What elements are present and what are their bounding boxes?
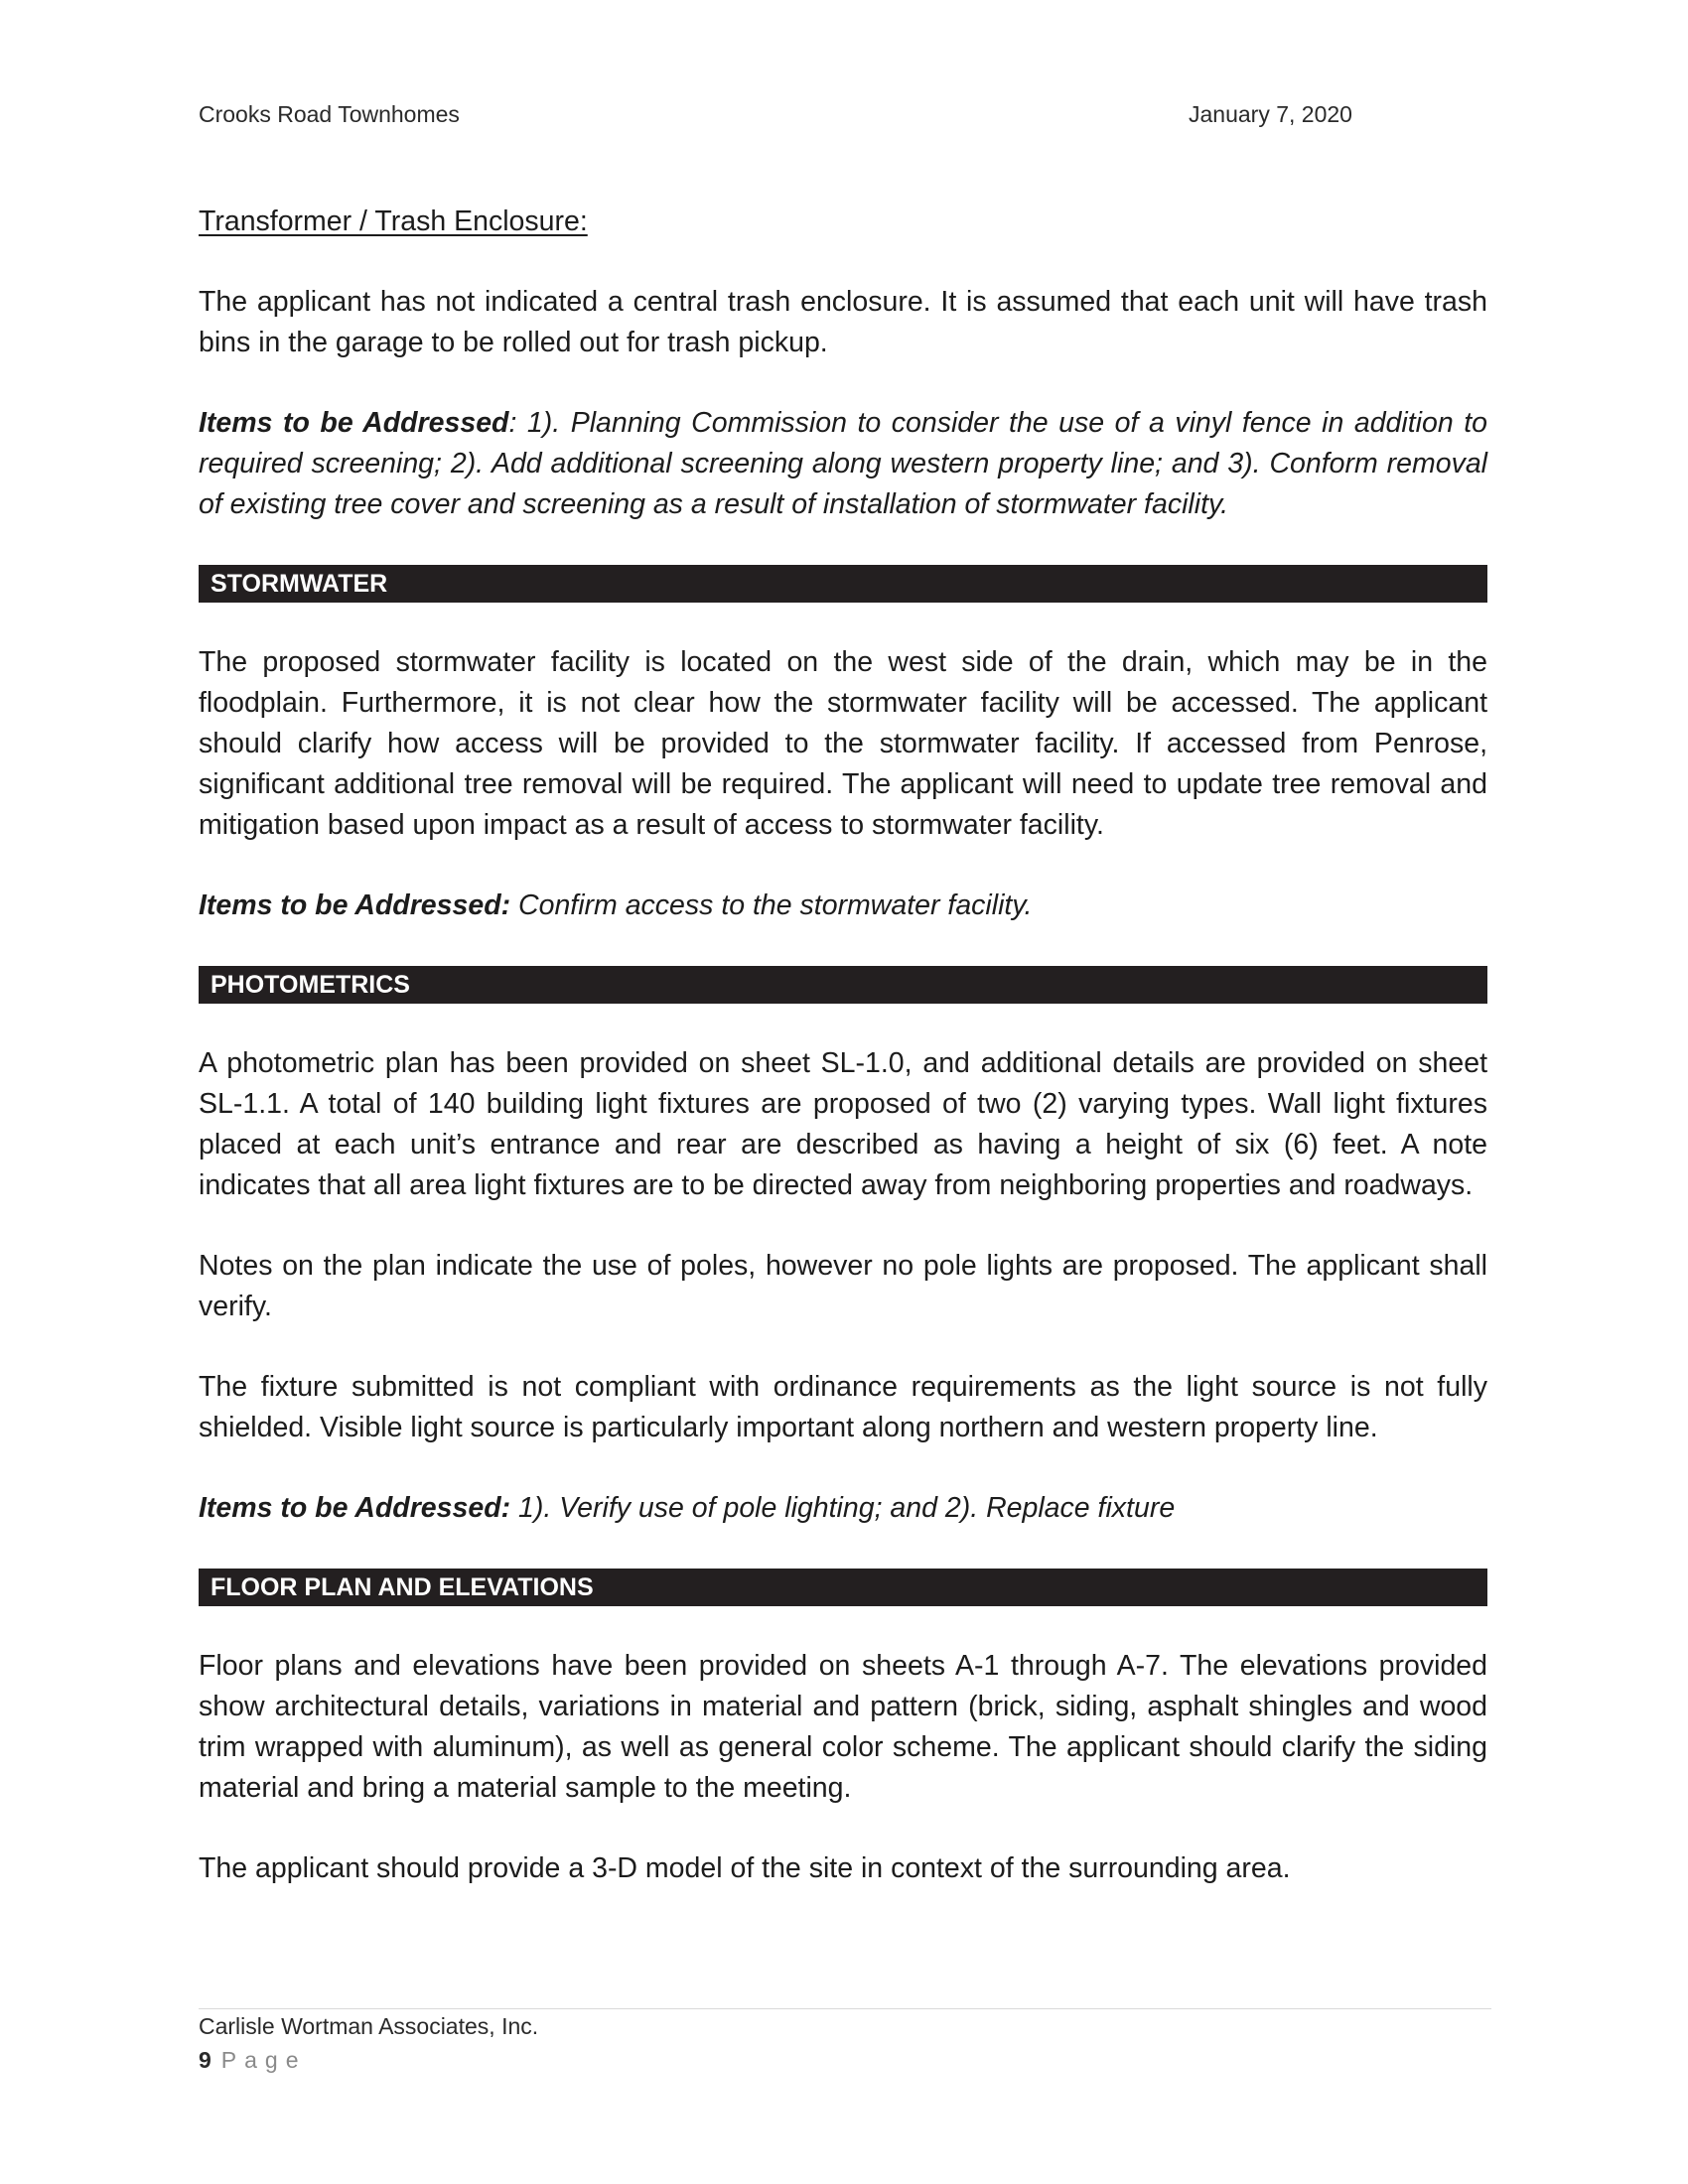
- photometrics-paragraph-2: Notes on the plan indicate the use of poles, however no pole lights are proposed. The applicant shall verify.: [199, 1250, 1487, 1322]
- page-word: Page: [220, 2047, 307, 2073]
- page-number: 9: [199, 2047, 211, 2073]
- photometrics-items: [199, 1488, 1487, 1529]
- document-body: [199, 202, 1487, 1929]
- items-label: Items to be Addressed:: [199, 1492, 511, 1524]
- photometrics-paragraph-3: The fixture submitted is not compliant with ordinance requirements as the light source is not fully shielded. Visible light source is particularly important along northern and western property line.: [199, 1371, 1487, 1443]
- items-text: Confirm access to the stormwater facility.: [510, 889, 1033, 921]
- section-heading-stormwater: STORMWATER: [199, 565, 1487, 603]
- floorplan-paragraph-1: Floor plans and elevations have been provided on sheets A-1 through A-7. The elevations provided show architectural details, variations in material and pattern (brick, siding, asphalt shingles and wood trim wrapped with aluminum), as well as general color scheme. The applicant should clarify the siding material and bring a material sample to the meeting.: [199, 1650, 1487, 1804]
- section-heading-photometrics: PHOTOMETRICS: [199, 966, 1487, 1004]
- header-date: January 7, 2020: [1189, 101, 1352, 127]
- items-label: Items to be Addressed: [199, 407, 509, 439]
- photometrics-paragraph-1: A photometric plan has been provided on sheet SL-1.0, and additional details are provided on sheet SL-1.1. A total of 140 building light fixtures are proposed of two (2) varying types. Wall light fixtures placed at each unit’s entrance and rear are described as having a height of six (6) feet. A note indicates that all area light fixtures are to be directed away from neighboring properties and roadways.: [199, 1047, 1487, 1201]
- header-project-name: Crooks Road Townhomes: [199, 101, 460, 127]
- transformer-items: [199, 403, 1487, 525]
- transformer-paragraph: The applicant has not indicated a central trash enclosure. It is assumed that each unit will have trash bins in the garage to be rolled out for trash pickup.: [199, 286, 1487, 358]
- footer-page-indicator: [199, 2047, 307, 2074]
- section-heading-floor-plan: FLOOR PLAN AND ELEVATIONS: [199, 1569, 1487, 1606]
- footer-divider: [199, 2008, 1491, 2009]
- items-text: : 1). Planning Commission to consider the use of a vinyl fence in addition to required screening; 2). Add additional screening along western property line; and 3). Conform removal of existing tree cover and screening as a result of installation of stormwater facility.: [199, 407, 1487, 520]
- stormwater-items: [199, 886, 1487, 926]
- stormwater-paragraph: The proposed stormwater facility is located on the west side of the drain, which may be in the floodplain. Furthermore, it is not clear how the stormwater facility will be accessed. The applicant should clarify how access will be provided to the stormwater facility. If accessed from Penrose, significant additional tree removal will be required. The applicant will need to update tree removal and mitigation based upon impact as a result of access to stormwater facility.: [199, 646, 1487, 841]
- floorplan-paragraph-2: The applicant should provide a 3-D model of the site in context of the surrounding area.: [199, 1852, 1291, 1884]
- items-text: 1). Verify use of pole lighting; and 2). Replace fixture: [510, 1492, 1176, 1524]
- footer-company: Carlisle Wortman Associates, Inc.: [199, 2013, 539, 2039]
- transformer-heading: Transformer / Trash Enclosure:: [199, 205, 588, 237]
- items-label: Items to be Addressed:: [199, 889, 511, 921]
